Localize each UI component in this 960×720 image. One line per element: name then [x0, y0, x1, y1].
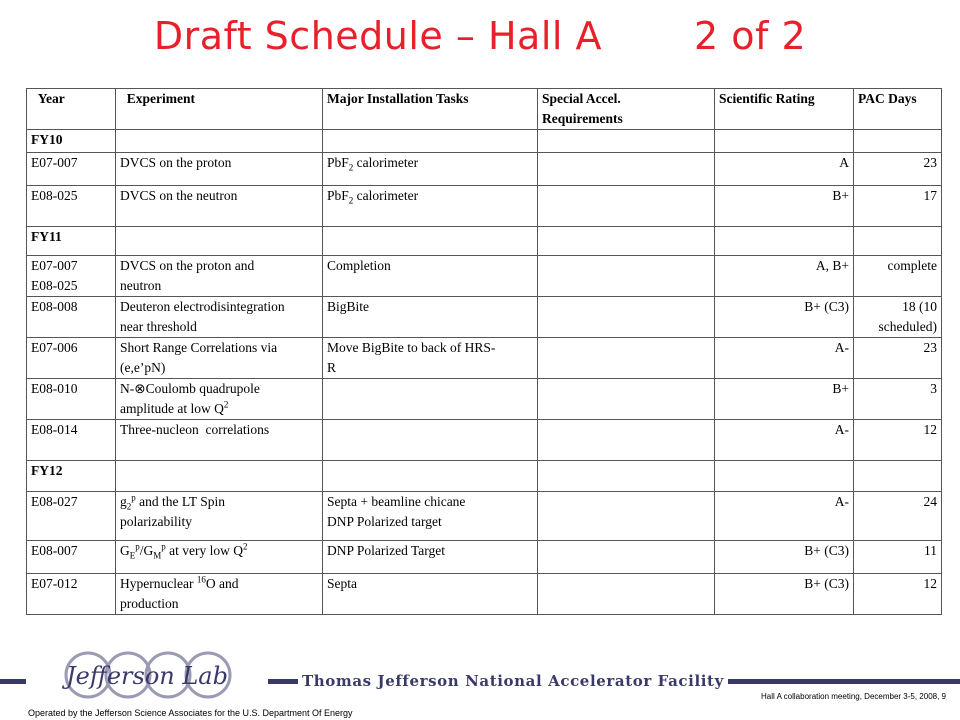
- cell-experiment: Deuteron electrodisintegration near threshold: [116, 297, 323, 338]
- cell-task: BigBite: [323, 297, 538, 338]
- cell-accel: [538, 420, 715, 461]
- lab-name: Thomas Jefferson National Accelerator Facility: [298, 672, 728, 690]
- header-row: [27, 89, 942, 130]
- table-row: [27, 574, 942, 615]
- cell-accel: [538, 541, 715, 574]
- cell-pac: complete: [854, 256, 942, 297]
- cell-year: E07-012: [27, 574, 116, 615]
- header-pac: PAC Days: [854, 89, 942, 130]
- cell-pac: 18 (10 scheduled): [854, 297, 942, 338]
- table-row: [27, 420, 942, 461]
- slide-title: [0, 14, 960, 58]
- cell-experiment: DVCS on the proton and neutron: [116, 256, 323, 297]
- table-row: [27, 153, 942, 186]
- cell-pac: 12: [854, 420, 942, 461]
- cell-rating: A-: [715, 338, 854, 379]
- cell-experiment: Short Range Correlations via (e,e’pN): [116, 338, 323, 379]
- table-row: [27, 297, 942, 338]
- cell-accel: [538, 153, 715, 186]
- cell-year: E07-006: [27, 338, 116, 379]
- cell-year: E08-025: [27, 186, 116, 227]
- cell-experiment: N-⊗Coulomb quadrupole amplitude at low $Q^2$: [116, 379, 323, 420]
- cell-year: E08-008: [27, 297, 116, 338]
- cell-rating: A-: [715, 420, 854, 461]
- fy-label: FY10: [27, 130, 116, 153]
- cell-experiment: $g_2^p$ and the LT Spin polarizability: [116, 492, 323, 541]
- table-row: [27, 256, 942, 297]
- fy-label: FY11: [27, 227, 116, 256]
- cell-accel: [538, 574, 715, 615]
- cell-pac: 3: [854, 379, 942, 420]
- table-row: [27, 541, 942, 574]
- header-year: Year: [27, 89, 116, 130]
- meeting-info: Hall A collaboration meeting, December 3-5, 2008, 9: [761, 692, 946, 701]
- title-main: Draft Schedule – Hall A: [153, 14, 603, 58]
- cell-rating: B+: [715, 186, 854, 227]
- cell-task: DNP Polarized Target: [323, 541, 538, 574]
- operated-by: Operated by the Jefferson Science Associates for the U.S. Department Of Energy: [28, 708, 353, 718]
- cell-experiment: Hypernuclear $^{16}$O and production: [116, 574, 323, 615]
- cell-task: [323, 379, 538, 420]
- jefferson-lab-logo: [28, 648, 266, 702]
- cell-task: PbF$_2$ calorimeter: [323, 153, 538, 186]
- cell-experiment: DVCS on the neutron: [116, 186, 323, 227]
- cell-task: [323, 420, 538, 461]
- cell-year: E07-007 E08-025: [27, 256, 116, 297]
- cell-task: PbF$_2$ calorimeter: [323, 186, 538, 227]
- cell-pac: 11: [854, 541, 942, 574]
- cell-task: Septa + beamline chicane DNP Polarized target: [323, 492, 538, 541]
- cell-experiment: $G_E^p/G_M^p$ at very low $Q^2$: [116, 541, 323, 574]
- cell-accel: [538, 297, 715, 338]
- logo-text: Jefferson Lab: [66, 662, 228, 690]
- cell-pac: 23: [854, 153, 942, 186]
- header-experiment: Experiment: [116, 89, 323, 130]
- otimes-symbol: ⊗: [134, 381, 146, 396]
- cell-rating: B+: [715, 379, 854, 420]
- cell-year: E08-007: [27, 541, 116, 574]
- table-row: [27, 492, 942, 541]
- cell-rating: B+ (C3): [715, 541, 854, 574]
- title-page: 2 of 2: [694, 14, 807, 58]
- table-row: [27, 338, 942, 379]
- cell-rating: A: [715, 153, 854, 186]
- cell-pac: 12: [854, 574, 942, 615]
- table-row: [27, 379, 942, 420]
- cell-year: E08-010: [27, 379, 116, 420]
- cell-task: Completion: [323, 256, 538, 297]
- header-rating: Scientific Rating: [715, 89, 854, 130]
- header-accel: Special Accel. Requirements: [538, 89, 715, 130]
- cell-accel: [538, 492, 715, 541]
- cell-rating: B+ (C3): [715, 297, 854, 338]
- cell-task: Septa: [323, 574, 538, 615]
- fy-row: [27, 130, 942, 153]
- fy-row: [27, 461, 942, 492]
- fy-label: FY12: [27, 461, 116, 492]
- cell-rating: B+ (C3): [715, 574, 854, 615]
- cell-task: Move BigBite to back of HRS- R: [323, 338, 538, 379]
- cell-accel: [538, 186, 715, 227]
- cell-year: E08-027: [27, 492, 116, 541]
- cell-experiment: DVCS on the proton: [116, 153, 323, 186]
- cell-accel: [538, 256, 715, 297]
- schedule-table: [26, 88, 942, 615]
- cell-pac: 24: [854, 492, 942, 541]
- fy-row: [27, 227, 942, 256]
- table-row: [27, 186, 942, 227]
- cell-accel: [538, 379, 715, 420]
- cell-pac: 17: [854, 186, 942, 227]
- cell-accel: [538, 338, 715, 379]
- cell-rating: A, B+: [715, 256, 854, 297]
- cell-year: E08-014: [27, 420, 116, 461]
- cell-experiment: Three-nucleon correlations: [116, 420, 323, 461]
- cell-pac: 23: [854, 338, 942, 379]
- header-tasks: Major Installation Tasks: [323, 89, 538, 130]
- cell-year: E07-007: [27, 153, 116, 186]
- cell-rating: A-: [715, 492, 854, 541]
- footer-bar-left: [0, 679, 26, 684]
